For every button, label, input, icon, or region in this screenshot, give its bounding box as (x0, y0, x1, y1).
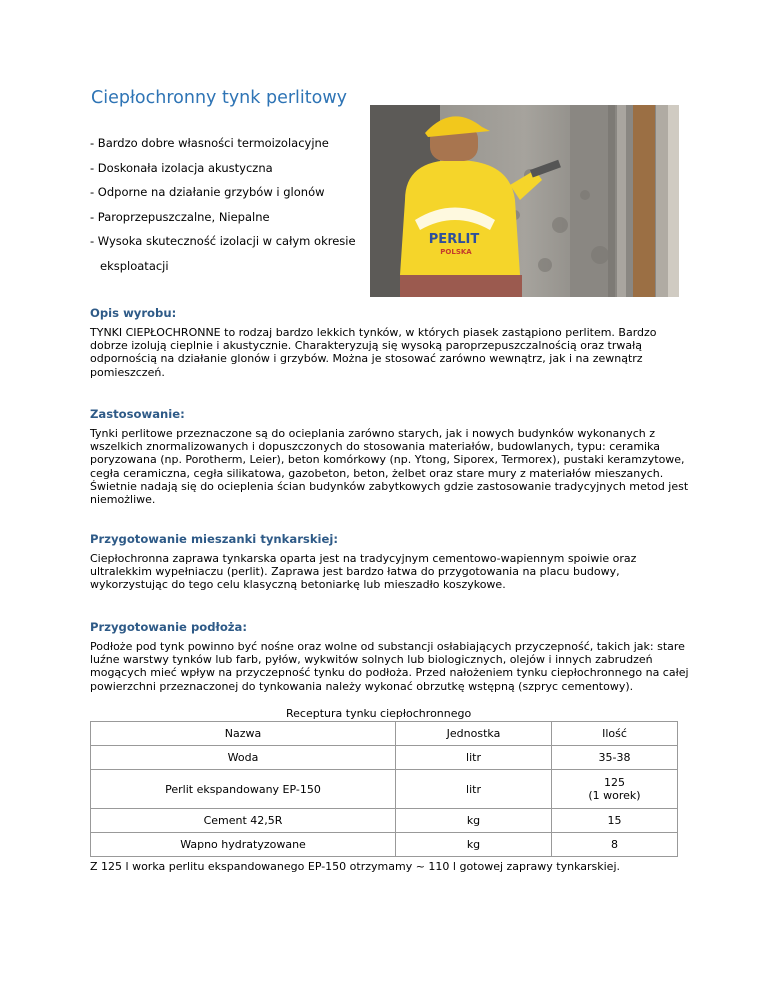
table-cell: Perlit ekspandowany EP-150 (91, 770, 396, 809)
yield-note: Z 125 l worka perlitu ekspandowanego EP-150 otrzymamy ~ 110 l gotowej zaprawy tynkarskiej. (90, 860, 621, 873)
table-cell: kg (396, 833, 552, 857)
section-text: Ciepłochronna zaprawa tynkarska oparta jest na tradycyjnym cementowo-wapiennym spoiwie oraz ultralekkim wypełniaczu (perlit). Zaprawa jest bardzo łatwa do przygotowania na placu budowy, wykorzystując do tego celu klasyczną betoniarkę lub mieszadło koszykowe. (90, 552, 637, 592)
table-row (91, 746, 678, 770)
table-row (91, 770, 678, 809)
table-cell: litr (396, 746, 552, 770)
feature-item: - Odporne na działanie grzybów i glonów (90, 185, 325, 200)
feature-item: - Paroprzepuszczalne, Niepalne (90, 209, 270, 224)
header-cell: Ilość (552, 722, 678, 746)
section-text: TYNKI CIEPŁOCHRONNE to rodzaj bardzo lekkich tynków, w których piasek zastąpiono perlitem. Bardzo dobrze izolują cieplnie i akustycznie. Charakteryzują się wysoką paroprzepuszczalnością oraz trwałą odpornością na działanie glonów i grzybów. Można je stosować zarówno wewnątrz, jak i na zewnątrz pomieszczeń. (90, 326, 657, 379)
table-cell: 15 (552, 809, 678, 833)
table-cell: kg (396, 809, 552, 833)
plastering-worker-photo (370, 105, 679, 297)
shirt-brand-text: PERLIT (428, 232, 480, 247)
table-cell: 8 (552, 833, 678, 857)
quantity-value: 125 (604, 776, 625, 789)
page-title: Ciepłochronny tynk perlitowy (91, 88, 348, 108)
table-header-row (91, 722, 678, 746)
section-text: Tynki perlitowe przeznaczone są do ocieplania zarówno starych, jak i nowych budynków wykonanych z wszelkich znormalizowanych i dopuszczonych do stosowania materiałów, budowlanych, typu: ceramika poryzowana (np. Porotherm, Leier), beton komórkowy (np. Ytong, Siporex, Termorex), pustaki keramzytowe, cegła ceramiczna, cegła silikatowa, gazobeton, beton, żelbet oraz stare mury z materiałów mieszanych. Świetnie nadają się do ocieplenia ścian budynków zabytkowych gdzie zastosowanie tradycyjnych metod jest niemożliwe. (90, 427, 689, 507)
section-description (90, 306, 690, 379)
table-row (91, 809, 678, 833)
section-mix-preparation (90, 532, 690, 592)
table-cell: litr (396, 770, 552, 809)
table-cell (552, 770, 678, 809)
quantity-note: (1 worek) (588, 789, 641, 802)
table-caption: Receptura tynku ciepłochronnego (286, 707, 472, 720)
section-heading: Zastosowanie: (90, 407, 185, 421)
header-cell: Jednostka (396, 722, 552, 746)
feature-item: - Wysoka skuteczność izolacji w całym okresie (90, 234, 356, 249)
section-heading: Opis wyrobu: (90, 306, 177, 320)
table-cell: Wapno hydratyzowane (91, 833, 396, 857)
table-cell: Cement 42,5R (91, 809, 396, 833)
feature-item: - Doskonała izolacja akustyczna (90, 160, 273, 175)
feature-item: eksploatacji (100, 258, 169, 273)
shirt-brand-subtext: POLSKA (440, 248, 472, 256)
header-cell: Nazwa (91, 722, 396, 746)
table-cell: 35-38 (552, 746, 678, 770)
feature-item: - Bardzo dobre własności termoizolacyjne (90, 136, 329, 150)
section-heading: Przygotowanie podłoża: (90, 620, 247, 634)
section-text: Podłoże pod tynk powinno być nośne oraz wolne od substancji osłabiających przyczepność, takich jak: stare luźne warstwy tynków lub farb, pyłów, wykwitów solnych lub biologicznych, olejów i innych zabrudzeń mogących mieć wpływ na przyczepność tynku do podłoża. Przed nałożeniem tynku ciepłochronnego na całej powierzchni przeznaczonej do tynkowania należy wykonać obrzutkę wstępną (szpryc cementowy). (90, 640, 689, 693)
section-application (90, 407, 690, 506)
section-substrate-preparation (90, 620, 690, 693)
table-cell: Woda (91, 746, 396, 770)
recipe-table (90, 721, 678, 857)
section-heading: Przygotowanie mieszanki tynkarskiej: (90, 532, 338, 546)
feature-list (90, 136, 356, 284)
table-row (91, 833, 678, 857)
